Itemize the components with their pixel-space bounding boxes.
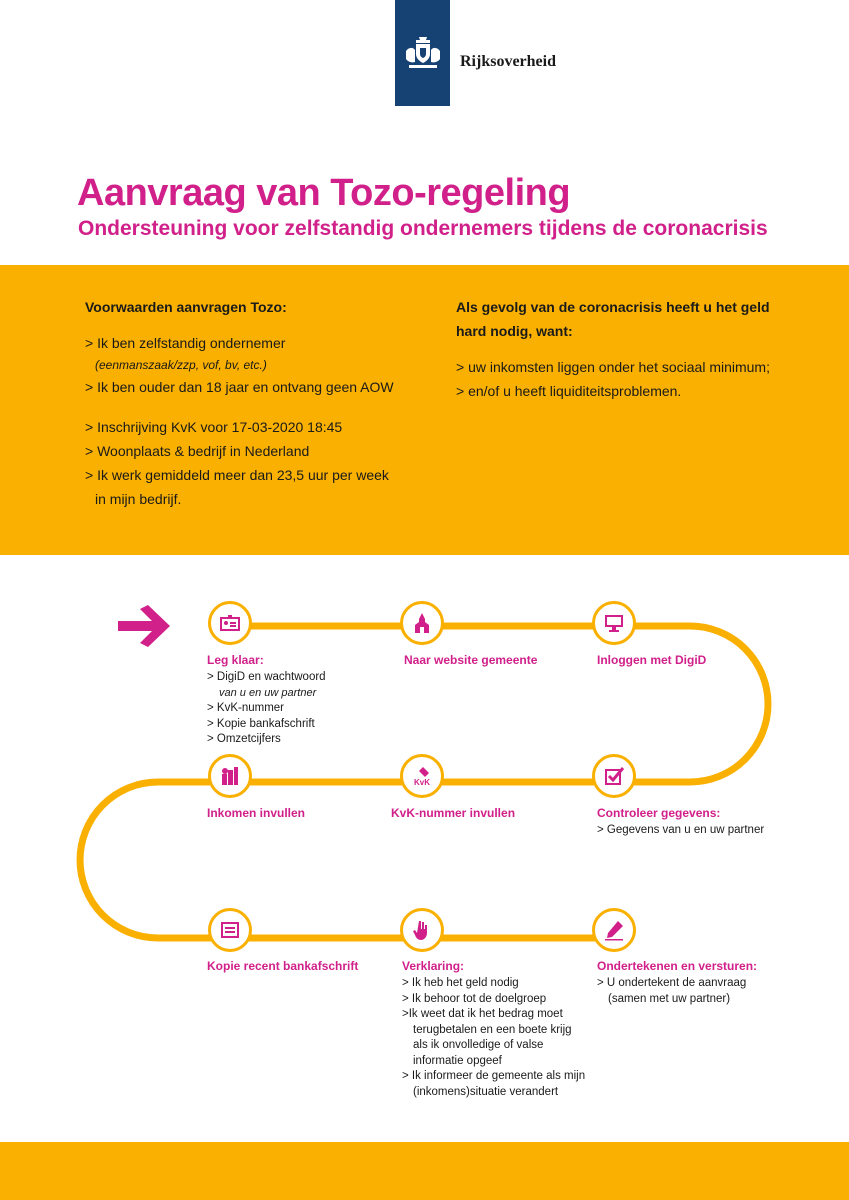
step-title: Inloggen met DigiD <box>597 653 707 667</box>
step-title: Ondertekenen en versturen: <box>597 959 758 973</box>
step-item-continued: terugbetalen en een boete krijg <box>413 1023 572 1036</box>
page-title: Aanvraag van Tozo-regeling <box>77 172 571 214</box>
conditions-column <box>85 295 405 511</box>
step-item: >Ik weet dat ik het bedrag moet <box>402 1008 563 1020</box>
step-item: > U ondertekent de aanvraag <box>597 977 747 989</box>
step-title: KvK-nummer invullen <box>391 806 516 820</box>
step-item: > Kopie bankafschrift <box>207 717 315 730</box>
step-items <box>402 976 585 1100</box>
condition-item-note: (eenmanszaak/zzp, vof, bv, etc.) <box>95 358 267 372</box>
logo-text: Rijksoverheid <box>460 53 556 70</box>
reason-item: > en/of u heeft liquiditeitsproblemen. <box>456 383 682 399</box>
step-icon-circle <box>592 908 636 952</box>
step-items <box>207 670 326 748</box>
condition-item: > Ik werk gemiddeld meer dan 23,5 uur per week <box>85 467 389 483</box>
step-icon-circle <box>208 754 252 798</box>
reason-column <box>456 295 786 403</box>
town-hall-icon <box>411 612 433 634</box>
step-title: Verklaring: <box>402 959 465 973</box>
page-subtitle: Ondersteuning voor zelfstandig ondernemers tijdens de coronacrisis <box>78 217 768 240</box>
step-icon-circle <box>400 601 444 645</box>
footer-band <box>0 1142 849 1200</box>
id-card-icon <box>219 612 241 634</box>
step-icon-circle <box>400 754 444 798</box>
reason-heading-line2: hard nodig, want: <box>456 323 573 339</box>
step-item-continued: (samen met uw partner) <box>608 992 731 1005</box>
condition-item-continued: in mijn bedrijf. <box>95 491 182 507</box>
condition-item: > Ik ben ouder dan 18 jaar en ontvang geen AOW <box>85 379 394 395</box>
document-icon <box>219 919 241 941</box>
step-title: Kopie recent bankafschrift <box>207 959 359 973</box>
computer-icon <box>603 612 625 634</box>
step-item-continued: als ik onvolledige of valse <box>413 1039 544 1051</box>
step-item: > Omzetcijfers <box>207 733 281 745</box>
step-item-continued: (inkomens)situatie verandert <box>413 1085 559 1098</box>
step-icon-circle <box>208 908 252 952</box>
kvk-icon <box>409 765 435 787</box>
oath-hand-icon <box>411 919 433 941</box>
step-item: > KvK-nummer <box>207 702 285 714</box>
condition-item: > Woonplaats & bedrijf in Nederland <box>85 443 310 459</box>
conditions-heading: Voorwaarden aanvragen Tozo: <box>85 299 287 315</box>
condition-item: > Ik ben zelfstandig ondernemer <box>85 335 286 351</box>
arrow-icon <box>118 605 170 647</box>
reason-heading-line1: Als gevolg van de coronacrisis heeft u het geld <box>456 299 770 315</box>
step-item: > Gegevens van u en uw partner <box>597 824 765 836</box>
step-title: Naar website gemeente <box>404 653 538 667</box>
money-icon <box>219 765 241 787</box>
reason-item: > uw inkomsten liggen onder het sociaal minimum; <box>456 359 770 375</box>
step-item: > Ik heb het geld nodig <box>402 977 519 989</box>
step-title: Inkomen invullen <box>207 806 306 820</box>
step-item-note: van u en uw partner <box>219 686 317 699</box>
rijksoverheid-logo-bar <box>395 0 450 106</box>
svg-text:KvK: KvK <box>413 778 431 787</box>
step-icon-circle <box>400 908 444 952</box>
crest-icon <box>401 31 445 75</box>
step-title: Leg klaar: <box>207 653 264 667</box>
step-items <box>597 976 746 1007</box>
step-item: > Ik behoor tot de doelgroep <box>402 992 547 1005</box>
checkbox-icon <box>603 765 625 787</box>
step-item-continued: informatie opgeef <box>413 1054 502 1067</box>
step-icon-circle <box>592 754 636 798</box>
step-items <box>597 823 764 839</box>
step-icon-circle <box>208 601 252 645</box>
reason-heading <box>456 295 786 343</box>
step-item: > Ik informeer de gemeente als mijn <box>402 1070 586 1082</box>
step-item: > DigiD en wachtwoord <box>207 671 326 683</box>
pen-sign-icon <box>603 919 625 941</box>
step-title: Controleer gegevens: <box>597 806 721 820</box>
step-icon-circle <box>592 601 636 645</box>
condition-item: > Inschrijving KvK voor 17-03-2020 18:45 <box>85 419 343 435</box>
